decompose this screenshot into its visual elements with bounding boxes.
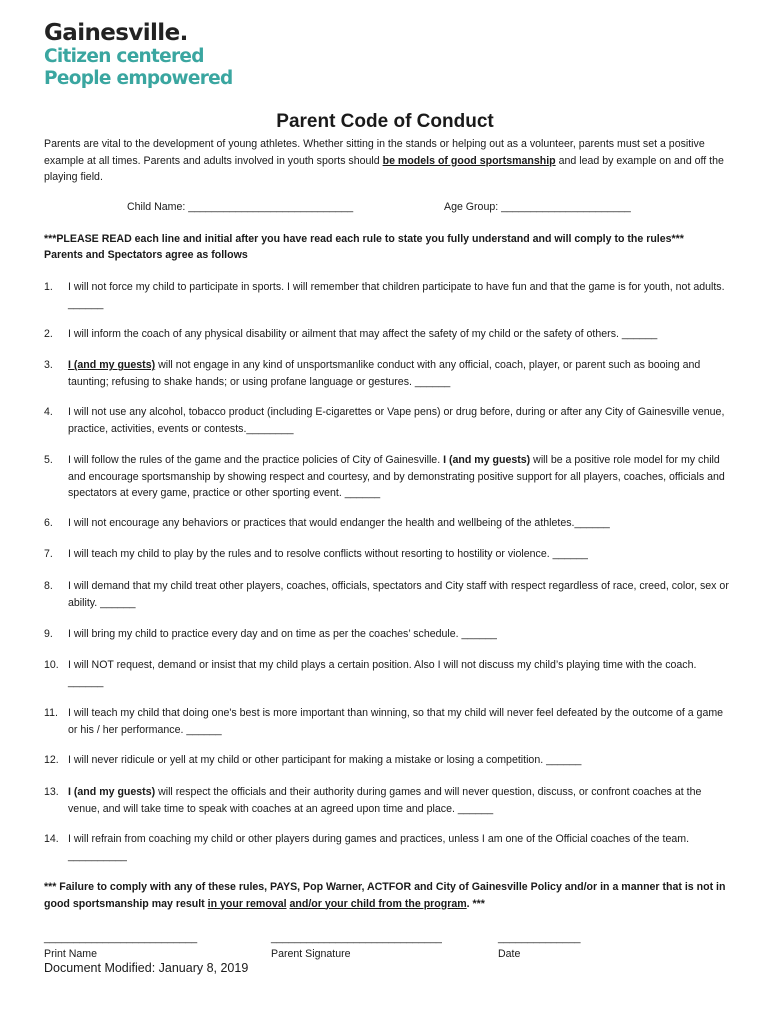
notice-line-2: Parents and Spectators agree as follows bbox=[44, 249, 248, 261]
warning-paragraph bbox=[44, 879, 734, 912]
rule-text: I will never ridicule or yell at my child or other participant for making a mistake or losing a competition. ______ bbox=[68, 754, 582, 766]
rule-12 bbox=[44, 752, 734, 769]
rule-number: 6. bbox=[44, 517, 53, 529]
print-name-block bbox=[44, 930, 197, 962]
parent-signature-block bbox=[271, 930, 442, 962]
rule-lead: I (and my guests) bbox=[68, 786, 156, 798]
rule-text: I will not use any alcohol, tobacco product (including E-cigarettes or Vape pens) or drug before, during or after any City of Gainesville venue, practice, activities, events or contests.________ bbox=[68, 406, 725, 435]
rule-number: 14. bbox=[44, 833, 59, 845]
rule-text: I will not force my child to participate in sports. I will remember that children participate to have fun and that the game is for youth, not adults. ______ bbox=[68, 281, 725, 310]
document-modified: Document Modified: January 8, 2019 bbox=[44, 961, 249, 975]
parent-signature-line[interactable]: _____________________________ bbox=[271, 932, 442, 944]
rule-text: will respect the officials and their authority during games and will never question, discuss, or confront coaches at the venue, and will take time to speak with coaches at an agreed upon time and place. ______ bbox=[68, 786, 702, 815]
rule-6 bbox=[44, 515, 734, 532]
rule-text: I will teach my child that doing one's best is more important than winning, so that my child will never feel defeated by the outcome of a game or his / her performance. ______ bbox=[68, 707, 724, 736]
rule-11 bbox=[44, 705, 734, 738]
rule-7 bbox=[44, 546, 734, 563]
date-block bbox=[498, 930, 580, 962]
logo-tagline-2: People empowered bbox=[44, 68, 233, 89]
warning-underline-1: in your removal bbox=[207, 897, 287, 910]
rule-number: 12. bbox=[44, 754, 59, 766]
rule-number: 9. bbox=[44, 628, 53, 640]
intro-text-2: and lead by example on and off the playing field. bbox=[44, 154, 724, 183]
intro-emphasis: be models of good sportsmanship bbox=[382, 154, 556, 167]
city-logo bbox=[44, 20, 233, 90]
rule-number: 3. bbox=[44, 359, 53, 371]
intro-paragraph bbox=[44, 136, 734, 186]
rule-number: 13. bbox=[44, 786, 59, 798]
print-name-label: Print Name bbox=[44, 948, 97, 960]
logo-tagline-1: Citizen centered bbox=[44, 46, 204, 67]
rule-bold: I (and my guests) bbox=[443, 454, 531, 466]
rule-3 bbox=[44, 357, 734, 390]
rule-10 bbox=[44, 657, 734, 690]
child-name-field[interactable]: Child Name: ____________________________ bbox=[127, 201, 354, 213]
rule-number: 5. bbox=[44, 454, 53, 466]
rule-9 bbox=[44, 626, 734, 643]
rule-text: will be a positive role model for my child and encourage sportsmanship by showing respect and courtesy, and by demonstrating positive support for all players, coaches, officials and spectators at every game, practice or other sporting event. ______ bbox=[68, 454, 725, 499]
rule-number: 7. bbox=[44, 548, 53, 560]
date-label: Date bbox=[498, 948, 521, 960]
rule-1 bbox=[44, 279, 734, 312]
rule-text: will not engage in any kind of unsportsmanlike conduct with any official, coach, player, or parent such as booing and taunting; refusing to shake hands; or using profane language or gestures. ______ bbox=[68, 359, 701, 388]
rule-8 bbox=[44, 578, 734, 611]
rule-text: I will bring my child to practice every day and on time as per the coaches’ schedule. ______ bbox=[68, 628, 497, 640]
rule-text: I will teach my child to play by the rules and to resolve conflicts without resorting to hostility or violence. ______ bbox=[68, 548, 588, 560]
logo-name: Gainesville. bbox=[44, 20, 188, 46]
warning-text-1: *** Failure to comply with any of these rules, PAYS, Pop Warner, ACTFOR and City of Gainesville Policy and/or in a manner that is not in good sportsmanship may result bbox=[44, 881, 726, 910]
page-title: Parent Code of Conduct bbox=[276, 111, 494, 132]
rule-text: I will refrain from coaching my child or other players during games and practices, unless I am one of the Official coaches of the team. __________ bbox=[68, 833, 690, 862]
rule-text: I will NOT request, demand or insist that my child plays a certain position. Also I will not discuss my child’s playing time with the coach. ______ bbox=[68, 659, 697, 688]
rule-number: 11. bbox=[44, 707, 58, 719]
rule-number: 8. bbox=[44, 580, 53, 592]
rule-text: I will inform the coach of any physical disability or ailment that may affect the safety of my child or the safety of others. ______ bbox=[68, 328, 658, 340]
age-group-field[interactable]: Age Group: ______________________ bbox=[444, 201, 631, 213]
rule-text: I will not encourage any behaviors or practices that would endanger the health and wellbeing of the athletes.______ bbox=[68, 517, 610, 529]
date-line[interactable]: ______________ bbox=[498, 932, 581, 944]
parent-signature-label: Parent Signature bbox=[271, 948, 351, 960]
rule-number: 10. bbox=[44, 659, 59, 671]
rule-number: 4. bbox=[44, 406, 53, 418]
intro-text-1: Parents are vital to the development of young athletes. Whether sitting in the stands or helping out as a volunteer, parents must set a positive example at all times. Parents and adults involved in youth sports should bbox=[44, 138, 705, 167]
rule-14 bbox=[44, 831, 734, 864]
rule-lead: I (and my guests) bbox=[68, 359, 156, 371]
rule-13 bbox=[44, 784, 734, 817]
rule-5 bbox=[44, 452, 734, 502]
print-name-line[interactable]: __________________________ bbox=[44, 932, 198, 944]
rule-4 bbox=[44, 404, 734, 437]
rule-text: I will demand that my child treat other players, coaches, officials, spectators and City staff with respect regardless of race, creed, color, sex or ability. ______ bbox=[68, 580, 729, 609]
notice-line-1: ***PLEASE READ each line and initial after you have read each rule to state you fully understand and will comply to the rules*** bbox=[44, 233, 684, 245]
rule-text-pre: I will follow the rules of the game and the practice policies of City of Gainesville. bbox=[68, 454, 444, 466]
warning-text-2: . *** bbox=[466, 897, 485, 910]
rule-2 bbox=[44, 326, 734, 343]
warning-underline-2: and/or your child from the program bbox=[289, 897, 467, 910]
rule-number: 1. bbox=[44, 281, 53, 293]
rule-number: 2. bbox=[44, 328, 53, 340]
